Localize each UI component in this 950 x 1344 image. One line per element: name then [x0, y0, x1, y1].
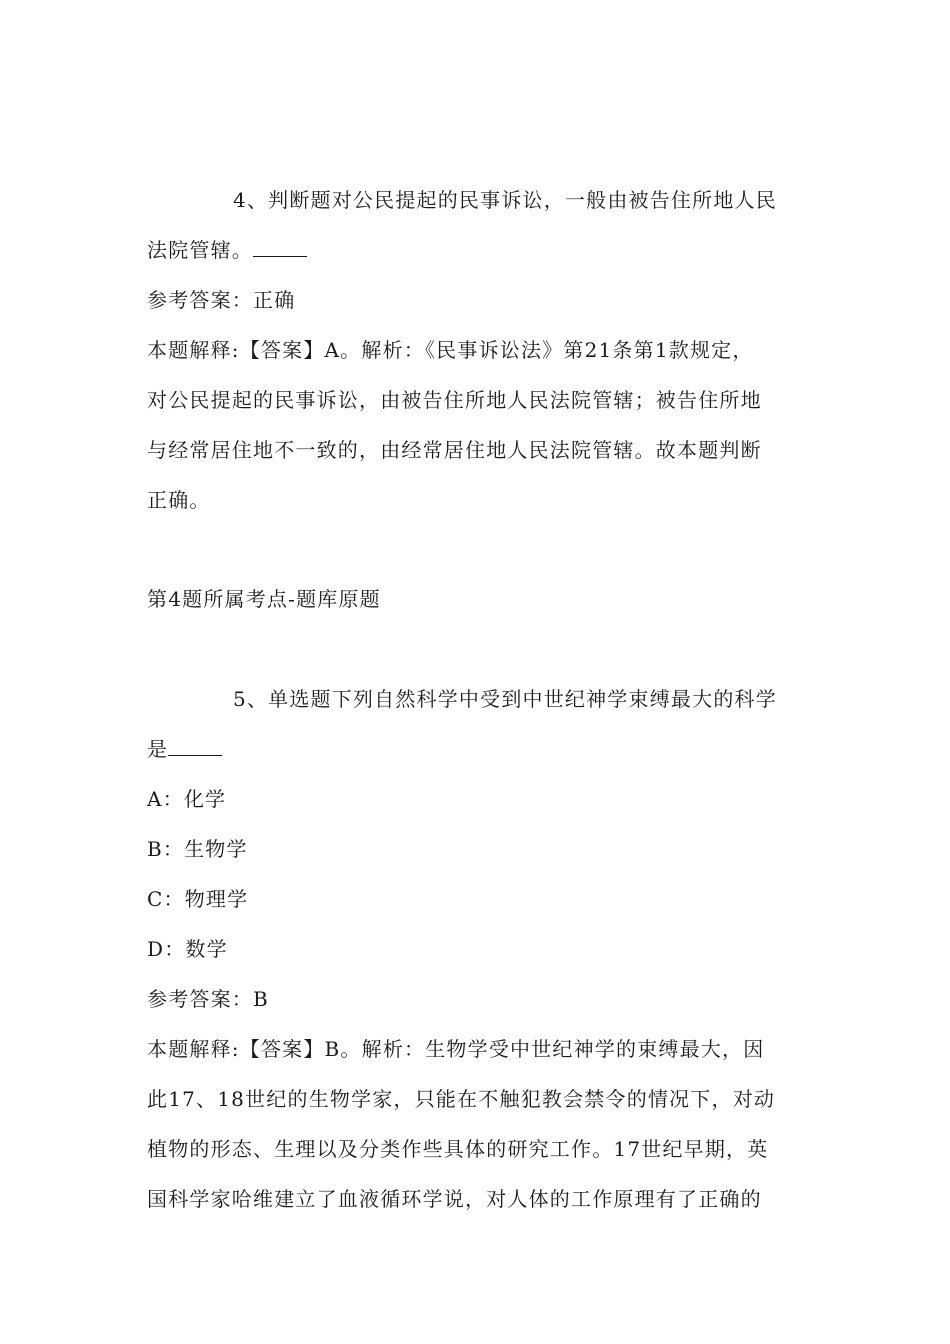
q4-stem-text: 法院管辖。	[147, 238, 253, 262]
q4-topic: 第4题所属考点-题库原题	[147, 587, 381, 611]
q5-explanation-line-4: 国科学家哈维建立了血液循环学说，对人体的工作原理有了正确的	[147, 1187, 762, 1211]
q5-stem-line-2	[147, 736, 807, 762]
q5-option-a: A：化学	[147, 787, 227, 811]
answer-blank	[253, 238, 307, 257]
q4-explanation-line-1: 本题解释:【答案】A。解析：《民事诉讼法》第21条第1款规定，	[147, 338, 754, 362]
q5-explanation-line-2: 此17、18世纪的生物学家，只能在不触犯教会禁令的情况下，对动	[147, 1087, 776, 1111]
q5-option-b: B：生物学	[147, 837, 248, 861]
q4-explanation-line-2: 对公民提起的民事诉讼，由被告住所地人民法院管辖；被告住所地	[147, 388, 762, 412]
q5-explanation-line-3: 植物的形态、生理以及分类作些具体的研究工作。17世纪早期，英	[147, 1137, 769, 1161]
q5-explanation-line-1: 本题解释:【答案】B。解析：生物学受中世纪神学的束缚最大，因	[147, 1037, 765, 1061]
q4-answer: 参考答案：正确	[147, 288, 296, 312]
q4-explanation-line-3: 与经常居住地不一致的，由经常居住地人民法院管辖。故本题判断	[147, 438, 762, 462]
q4-explanation-line-4: 正确。	[147, 488, 211, 512]
q5-answer: 参考答案：B	[147, 987, 269, 1011]
q5-stem-line-1: 5、单选题下列自然科学中受到中世纪神学束缚最大的科学	[233, 687, 777, 711]
q5-option-c: C：物理学	[147, 887, 249, 911]
q5-option-d: D：数学	[147, 937, 228, 961]
q4-stem-line-2	[147, 237, 807, 263]
answer-blank	[168, 737, 222, 756]
q4-stem-line-1: 4、判断题对公民提起的民事诉讼，一般由被告住所地人民	[233, 188, 777, 212]
q5-stem-text: 是	[147, 737, 169, 761]
